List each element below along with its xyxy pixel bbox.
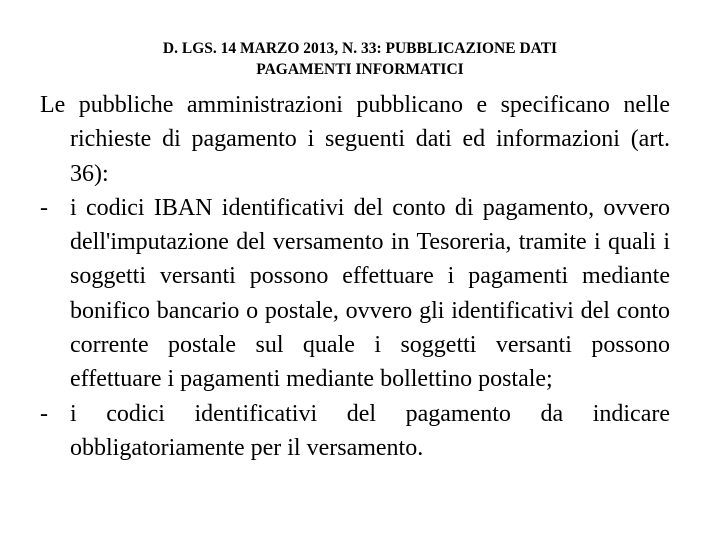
bullet-marker: - [40, 400, 48, 427]
bullet-text: i codici identificativi del pagamento da indicare obbligatoriamente per il versamento. [70, 400, 670, 461]
title-line-1: D. LGS. 14 MARZO 2013, N. 33: PUBBLICAZIONE DATI [162, 40, 558, 57]
intro-paragraph: Le pubbliche amministrazioni pubblicano e specificano nelle richieste di pagamento i seguenti dati ed informazioni (art. 36): [40, 92, 670, 187]
title-line-2: PAGAMENTI INFORMATICI [256, 61, 464, 78]
bullet-item [40, 191, 670, 397]
bullet-marker: - [40, 194, 48, 221]
page-title [60, 38, 660, 80]
bullet-text: i codici IBAN identificativi del conto di pagamento, ovvero dell'imputazione del versamento in Tesoreria, tramite i quali i soggetti versanti possono effettuare i pagamenti mediante bonifico bancario o postale, ovvero gli identificativi del conto corrente postale sul quale i soggetti versanti possono effettuare i pagamenti mediante bollettino postale; [70, 194, 670, 393]
bullet-item [40, 397, 670, 466]
body-text [40, 88, 670, 465]
